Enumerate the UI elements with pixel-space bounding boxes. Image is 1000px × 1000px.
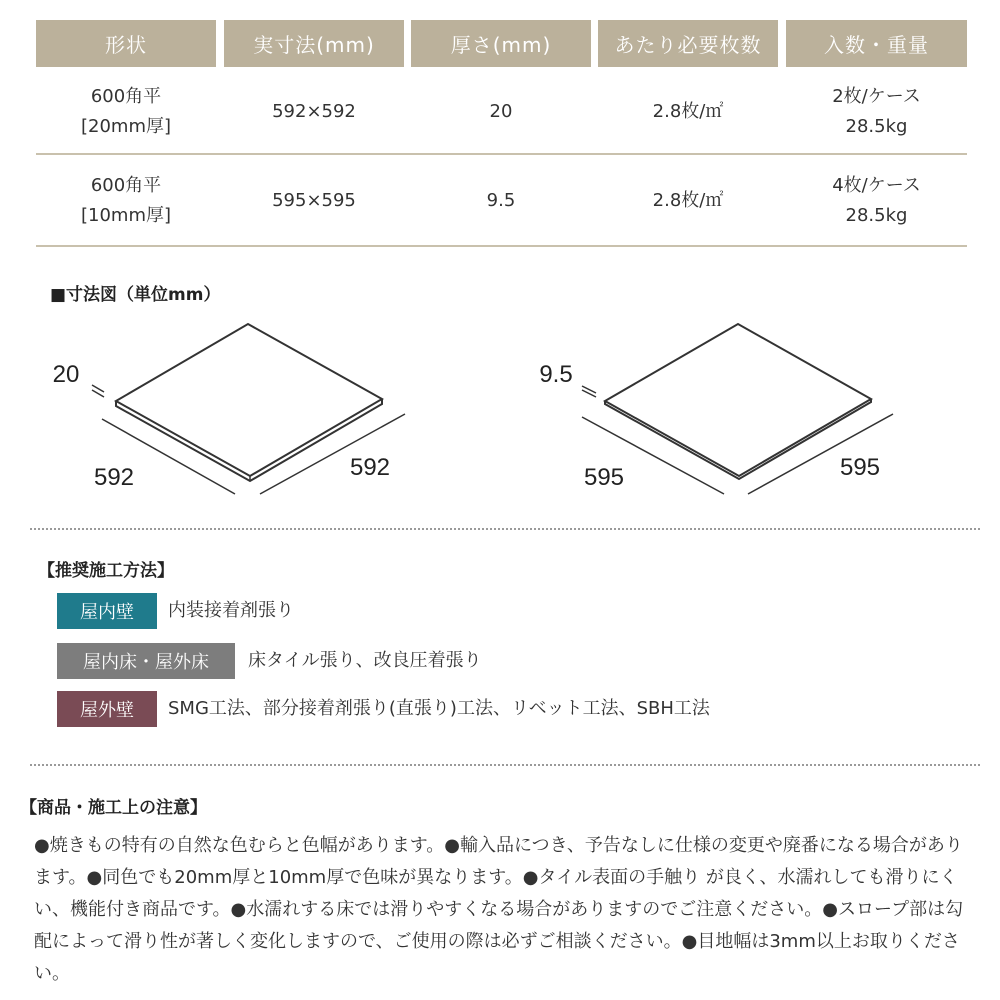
header-thickness: 厚さ(mm) bbox=[411, 20, 591, 67]
header-pieces-per-m2: あたり必要枚数 bbox=[598, 20, 778, 67]
method-indoor-wall: 内装接着剤張り bbox=[168, 600, 294, 621]
tile2-thickness-label: 9.5 bbox=[539, 361, 573, 388]
notes-text: ●焼きもの特有の自然な色むらと色幅があります。●輸入品につき、予告なしに仕様の変更や廃番になる場合があります。●同色でも20mm厚と10mm厚で色味が異なります。●タイル表面の手触り が良く、水濡れしても滑りにくい、機能付き商品です。●水濡れする床では滑りやすくなる場合がありますのでご注意ください。●スロープ部は勾配によって滑り性が著しく変化しますので、ご使用の際は必ずご相談ください。●目地幅は3mm以上お取りください。 bbox=[34, 835, 964, 984]
row2-pack-count: 4枚/ケース bbox=[832, 175, 921, 196]
row2-per-m2: 2.8枚/㎡ bbox=[652, 190, 724, 211]
row1-per-m2: 2.8枚/㎡ bbox=[652, 101, 724, 122]
tile2-left-size-label: 595 bbox=[583, 464, 625, 491]
row2-shape bbox=[36, 171, 216, 231]
row1-pack-weight: 28.5kg bbox=[845, 116, 908, 137]
badge-floor: 屋内床・屋外床 bbox=[57, 643, 235, 679]
row1-thickness: 20 bbox=[489, 101, 513, 122]
row2-pack-weight: 28.5kg bbox=[845, 205, 908, 226]
row1-shape-line1: 600角平 bbox=[90, 86, 162, 107]
badge-indoor-wall: 屋内壁 bbox=[57, 593, 157, 629]
row2-shape-line2: [10mm厚] bbox=[80, 205, 172, 226]
methods-title: 【推奨施工方法】 bbox=[38, 561, 174, 581]
row1-size: 592×592 bbox=[272, 101, 356, 122]
header-shape: 形状 bbox=[36, 20, 216, 67]
method-outdoor-wall: SMG工法、部分接着剤張り(直張り)工法、リベット工法、SBH工法 bbox=[168, 698, 710, 719]
header-actual-size: 実寸法(mm) bbox=[224, 20, 404, 67]
dimension-diagram bbox=[0, 300, 1000, 530]
tile1-right-size-label: 592 bbox=[349, 454, 391, 481]
method-floor: 床タイル張り、改良圧着張り bbox=[248, 650, 482, 671]
row2-thickness: 9.5 bbox=[486, 190, 516, 211]
row1-pack bbox=[786, 82, 967, 142]
dotted-divider bbox=[30, 764, 980, 766]
dimension-title: ■寸法図（単位mm） bbox=[50, 285, 221, 305]
badge-outdoor-wall: 屋外壁 bbox=[57, 691, 157, 727]
row1-shape-line2: [20mm厚] bbox=[80, 116, 172, 137]
row2-pack bbox=[786, 171, 967, 231]
row-divider bbox=[36, 245, 967, 247]
row-divider bbox=[36, 153, 967, 155]
row2-shape-line1: 600角平 bbox=[90, 175, 162, 196]
tile1-thickness-label: 20 bbox=[52, 361, 80, 388]
tile1-left-size-label: 592 bbox=[93, 464, 135, 491]
notes-title: 【商品・施工上の注意】 bbox=[20, 798, 207, 818]
header-quantity-weight: 入数・重量 bbox=[786, 20, 967, 67]
row1-shape bbox=[36, 82, 216, 142]
row1-pack-count: 2枚/ケース bbox=[832, 86, 921, 107]
dotted-divider bbox=[30, 528, 980, 530]
tile2-right-size-label: 595 bbox=[839, 454, 881, 481]
row2-size: 595×595 bbox=[272, 190, 356, 211]
